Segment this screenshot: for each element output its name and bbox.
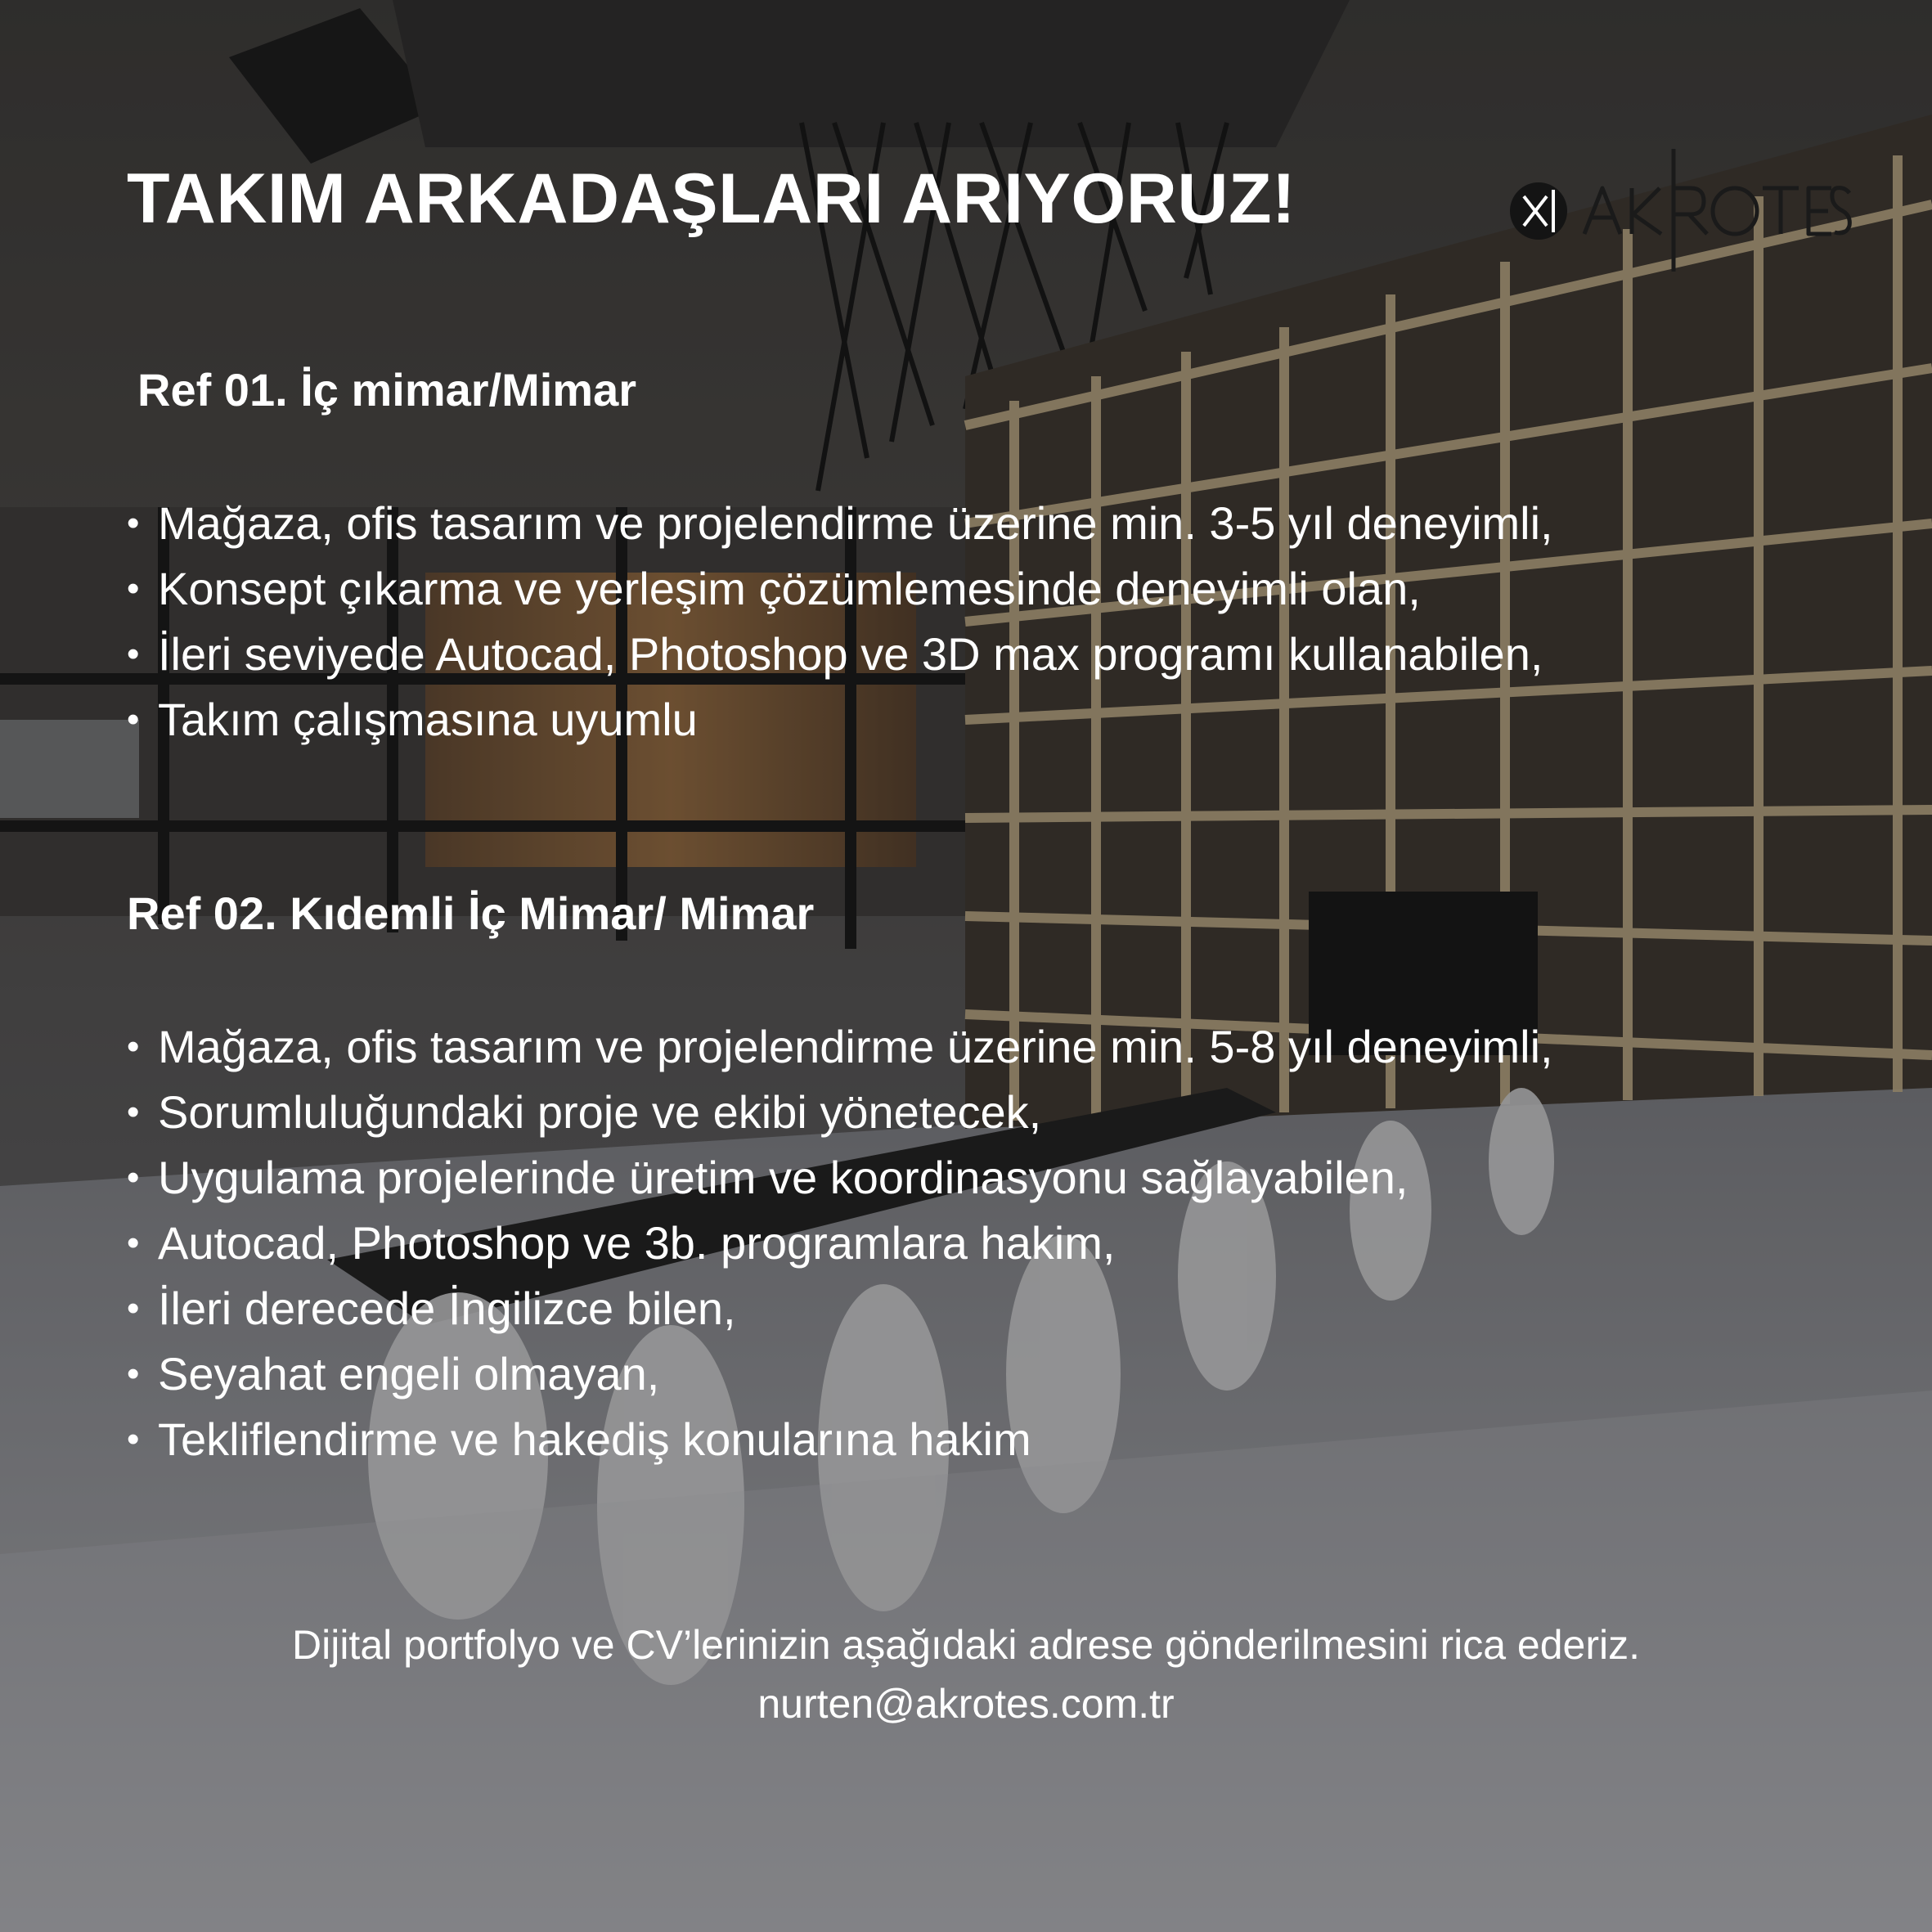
list-item xyxy=(127,491,1553,556)
requirement-text: Takım çalışmasına uyumlu xyxy=(158,694,698,745)
application-instructions-text: Dijital portfolyo ve CV’lerinizin aşağıdaki adrese gönderilmesini rica ederiz. xyxy=(292,1622,1640,1668)
list-item xyxy=(127,556,1553,622)
requirement-text: İleri seviyede Autocad, Photoshop ve 3D max programı kullanabilen, xyxy=(158,628,1543,680)
akrotes-wordmark xyxy=(1584,149,1831,272)
requirement-text: Mağaza, ofis tasarım ve projelendirme üzerine min. 3-5 yıl deneyimli, xyxy=(158,497,1553,549)
bullet-icon: • xyxy=(127,1354,140,1394)
bullet-icon: • xyxy=(127,1288,140,1328)
bullet-icon: • xyxy=(127,1027,140,1067)
list-item xyxy=(127,1014,1553,1080)
akrotes-logo xyxy=(1509,147,1853,278)
list-item xyxy=(127,1145,1553,1211)
ref02-title: Ref 02. Kıdemli İç Mimar/ Mimar xyxy=(127,887,815,939)
bullet-icon: • xyxy=(127,568,140,609)
bullet-icon: • xyxy=(127,1157,140,1197)
headline: TAKIM ARKADAŞLARI ARIYORUZ! xyxy=(127,160,1296,238)
bullet-icon: • xyxy=(127,634,140,674)
ref01-requirements-list xyxy=(127,491,1553,753)
list-item xyxy=(127,622,1553,687)
bullet-icon: • xyxy=(127,1092,140,1132)
bullet-icon: • xyxy=(127,1419,140,1459)
ref02-requirements-list xyxy=(127,1014,1553,1472)
ref01-title: Ref 01. İç mimar/Mimar xyxy=(137,364,637,416)
requirement-text: Mağaza, ofis tasarım ve projelendirme üzerine min. 5-8 yıl deneyimli, xyxy=(158,1021,1553,1072)
requirement-text: Konsept çıkarma ve yerleşim çözümlemesinde deneyimli olan, xyxy=(158,563,1421,614)
application-instructions xyxy=(0,1615,1932,1733)
bullet-icon: • xyxy=(127,699,140,739)
requirement-text: Autocad, Photoshop ve 3b. programlara hakim, xyxy=(158,1217,1116,1269)
list-item xyxy=(127,1211,1553,1276)
list-item xyxy=(127,1341,1553,1407)
bullet-icon: • xyxy=(127,1223,140,1263)
requirement-text: Seyahat engeli olmayan, xyxy=(158,1348,660,1400)
akrotes-circle-mark-icon xyxy=(1510,182,1567,240)
requirement-text: Uygulama projelerinde üretim ve koordinasyonu sağlayabilen, xyxy=(158,1152,1409,1203)
list-item xyxy=(127,1276,1553,1341)
list-item xyxy=(127,1080,1553,1145)
list-item xyxy=(127,1407,1553,1472)
requirement-text: Sorumluluğundaki proje ve ekibi yönetecek, xyxy=(158,1086,1042,1138)
contact-email-link[interactable]: nurten@akrotes.com.tr xyxy=(757,1681,1175,1727)
requirement-text: Tekliflendirme ve hakediş konularına hakim xyxy=(158,1413,1031,1465)
requirement-text: İleri derecede İngilizce bilen, xyxy=(158,1283,736,1334)
list-item xyxy=(127,687,1553,753)
bullet-icon: • xyxy=(127,503,140,543)
